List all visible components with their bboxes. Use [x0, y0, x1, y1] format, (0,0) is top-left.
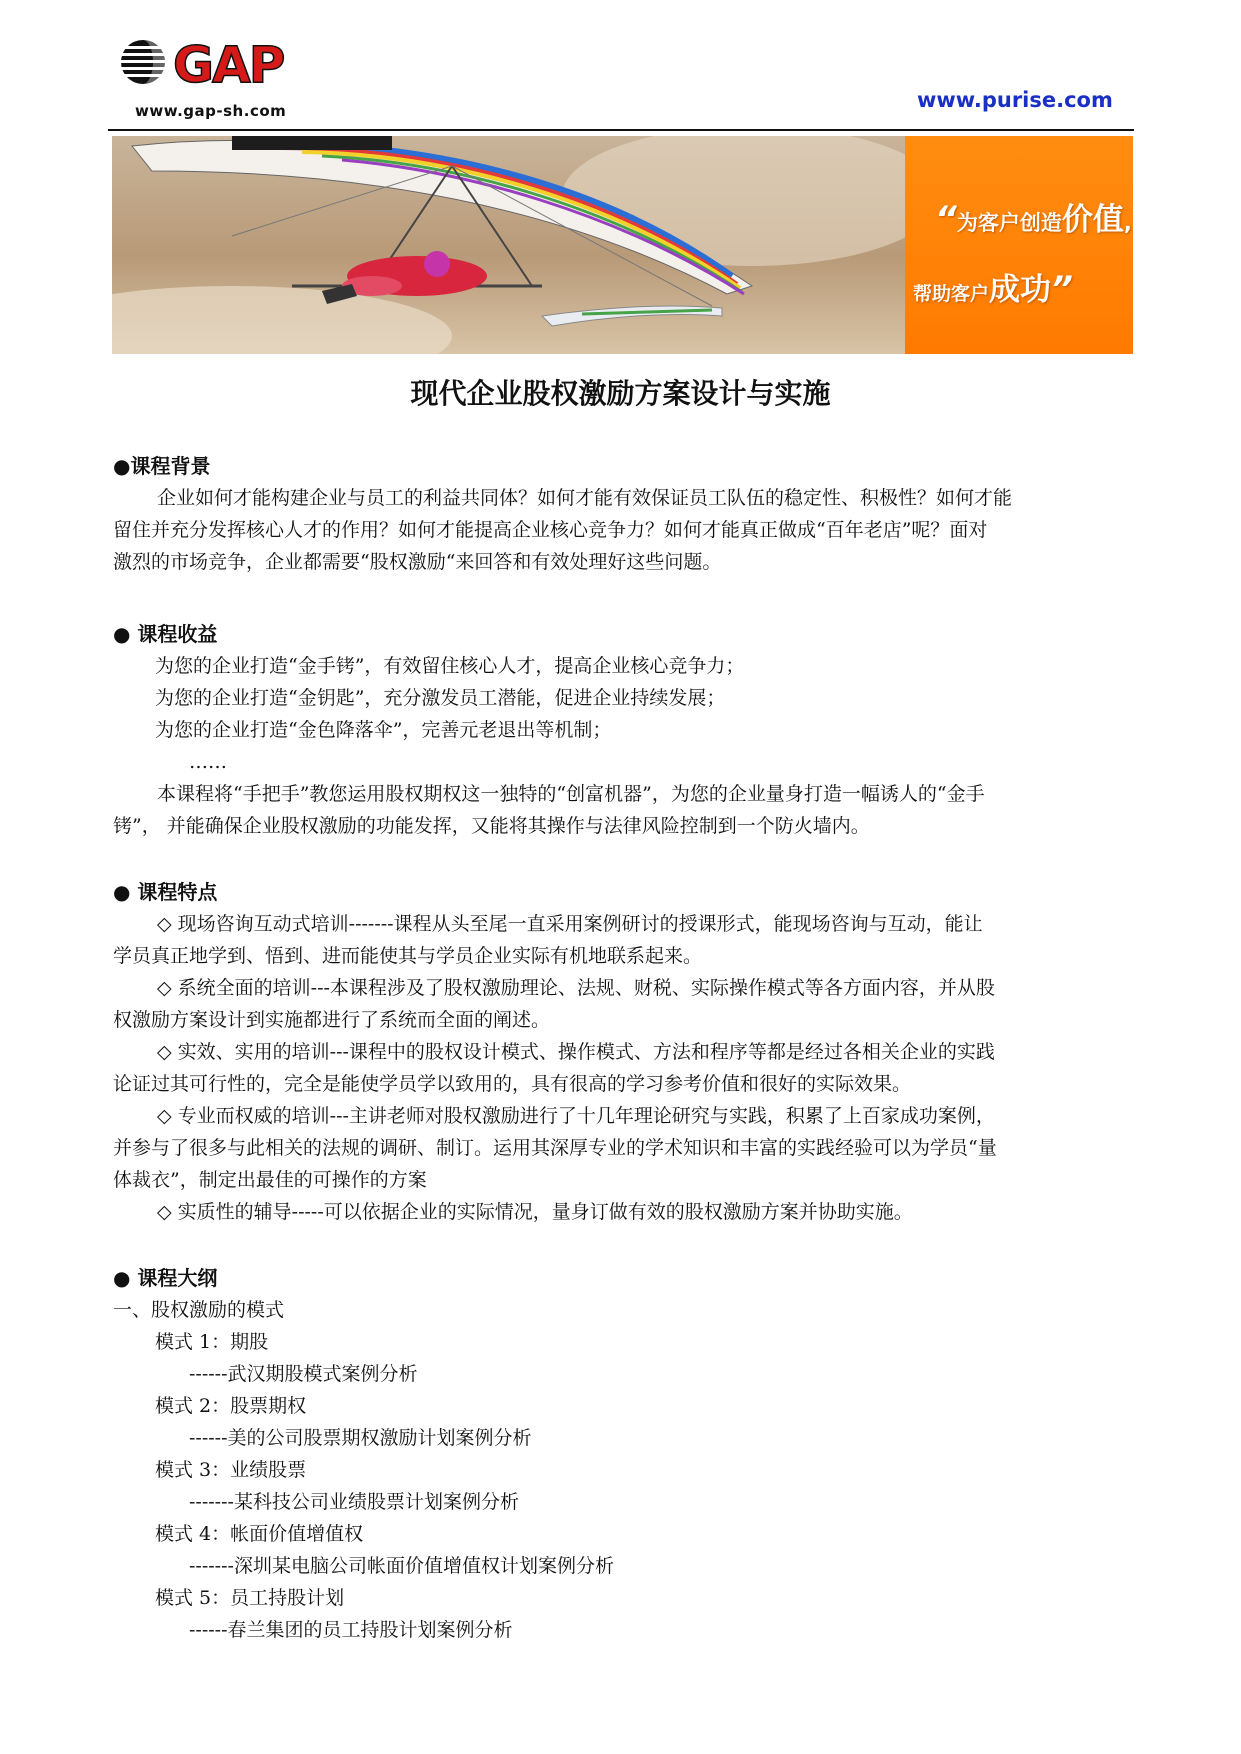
outline-mode-name: 模式 2：股票期权	[155, 1395, 307, 1417]
site-url-link[interactable]: www.purise.com	[917, 88, 1113, 112]
benefit-item: 为您的企业打造“金手铐”，有效留住核心人才，提高企业核心竞争力；	[155, 655, 745, 677]
slogan-line-2-prefix: 帮助客户	[913, 283, 990, 305]
outline-mode-name: 模式 5：员工持股计划	[155, 1587, 345, 1609]
gap-letters	[173, 36, 284, 94]
outline-mode-case: ------春兰集团的员工持股计划案例分析	[189, 1619, 513, 1641]
slogan-line-2	[913, 264, 1073, 309]
slogan-line-1	[935, 194, 1132, 239]
feature-line: 学员真正地学到、悟到、进而能使其与学员企业实际有机地联系起来。	[113, 945, 703, 967]
hang-glider-photo	[112, 136, 905, 354]
slogan-line-1-emphasis: 价值	[1061, 202, 1124, 238]
background-line: 激烈的市场竞争，企业都需要“股权激励“来回答和有效处理好这些问题。	[113, 551, 722, 573]
section-heading-background: ●课程背景	[113, 454, 211, 478]
document-title: 现代企业股权激励方案设计与实施	[410, 377, 831, 410]
section-heading-benefits: ● 课程收益	[113, 622, 218, 646]
gap-logo-graphic	[113, 34, 325, 104]
svg-text:GAP: GAP	[173, 36, 284, 94]
feature-line: ◇ 现场咨询互动式培训-------课程从头至尾一直采用案例研讨的授课形式，能现场咨询与互动，能让	[157, 913, 983, 935]
slogan-panel	[905, 136, 1133, 354]
banner	[112, 136, 1133, 354]
close-quote: ”	[1051, 269, 1073, 309]
header-divider	[108, 129, 1134, 131]
gap-logo	[113, 34, 325, 124]
feature-line: 体裁衣”，制定出最佳的可操作的方案	[113, 1169, 427, 1191]
globe-icon	[119, 40, 167, 84]
slogan-line-2-emphasis: 成功	[989, 272, 1052, 308]
feature-line: 论证过其可行性的，完全是能使学员学以致用的，具有很高的学习参考价值和很好的实际效果。	[113, 1073, 912, 1095]
outline-mode-name: 模式 3：业绩股票	[155, 1459, 307, 1481]
outline-part-title: 一、股权激励的模式	[113, 1299, 285, 1321]
feature-line: ◇ 系统全面的培训---本课程涉及了股权激励理论、法规、财税、实际操作模式等各方面内容，并从股	[157, 977, 995, 999]
background-line: 企业如何才能构建企业与员工的利益共同体？如何才能有效保证员工队伍的稳定性、积极性？如何才能	[157, 487, 1013, 509]
feature-line: 权激励方案设计到实施都进行了系统而全面的阐述。	[113, 1009, 551, 1031]
outline-mode-case: ------美的公司股票期权激励计划案例分析	[189, 1427, 532, 1449]
outline-mode-case: -------深圳某电脑公司帐面价值增值权计划案例分析	[189, 1555, 614, 1577]
benefit-summary-line: 铐”， 并能确保企业股权激励的功能发挥，又能将其操作与法律风险控制到一个防火墙内。	[113, 815, 870, 837]
feature-line: ◇ 实效、实用的培训---课程中的股权设计模式、操作模式、方法和程序等都是经过各相关企业的实践	[157, 1041, 995, 1063]
benefit-item: 为您的企业打造“金色降落伞”，完善元老退出等机制；	[155, 719, 612, 741]
feature-line: 并参与了很多与此相关的法规的调研、制订。运用其深厚专业的学术知识和丰富的实践经验可以为学员“量	[113, 1137, 997, 1159]
outline-mode-case: -------某科技公司业绩股票计划案例分析	[189, 1491, 519, 1513]
slogan-line-1-prefix: 为客户创造	[956, 211, 1062, 235]
outline-mode-name: 模式 4：帐面价值增值权	[155, 1523, 364, 1545]
outline-mode-name: 模式 1：期股	[155, 1331, 269, 1353]
logo-url: www.gap-sh.com	[135, 102, 287, 120]
slogan-comma: ,	[1123, 211, 1132, 235]
section-heading-outline: ● 课程大纲	[113, 1266, 218, 1290]
outline-mode-case: ------武汉期股模式案例分析	[189, 1363, 418, 1385]
benefit-ellipsis: ……	[189, 751, 227, 773]
background-line: 留住并充分发挥核心人才的作用？如何才能提高企业核心竞争力？如何才能真正做成“百年老店”呢？面对	[113, 519, 988, 541]
benefit-summary-line: 本课程将“手把手”教您运用股权期权这一独特的“创富机器”，为您的企业量身打造一幅诱人的“金手	[157, 783, 985, 805]
feature-line: ◇ 专业而权威的培训---主讲老师对股权激励进行了十几年理论研究与实践，积累了上百家成功案例，	[157, 1105, 995, 1127]
open-quote: “	[935, 199, 957, 239]
section-heading-features: ● 课程特点	[113, 880, 218, 904]
feature-line: ◇ 实质性的辅导-----可以依据企业的实际情况，量身订做有效的股权激励方案并协助实施。	[157, 1201, 913, 1223]
benefit-item: 为您的企业打造“金钥匙”，充分激发员工潜能，促进企业持续发展；	[155, 687, 726, 709]
